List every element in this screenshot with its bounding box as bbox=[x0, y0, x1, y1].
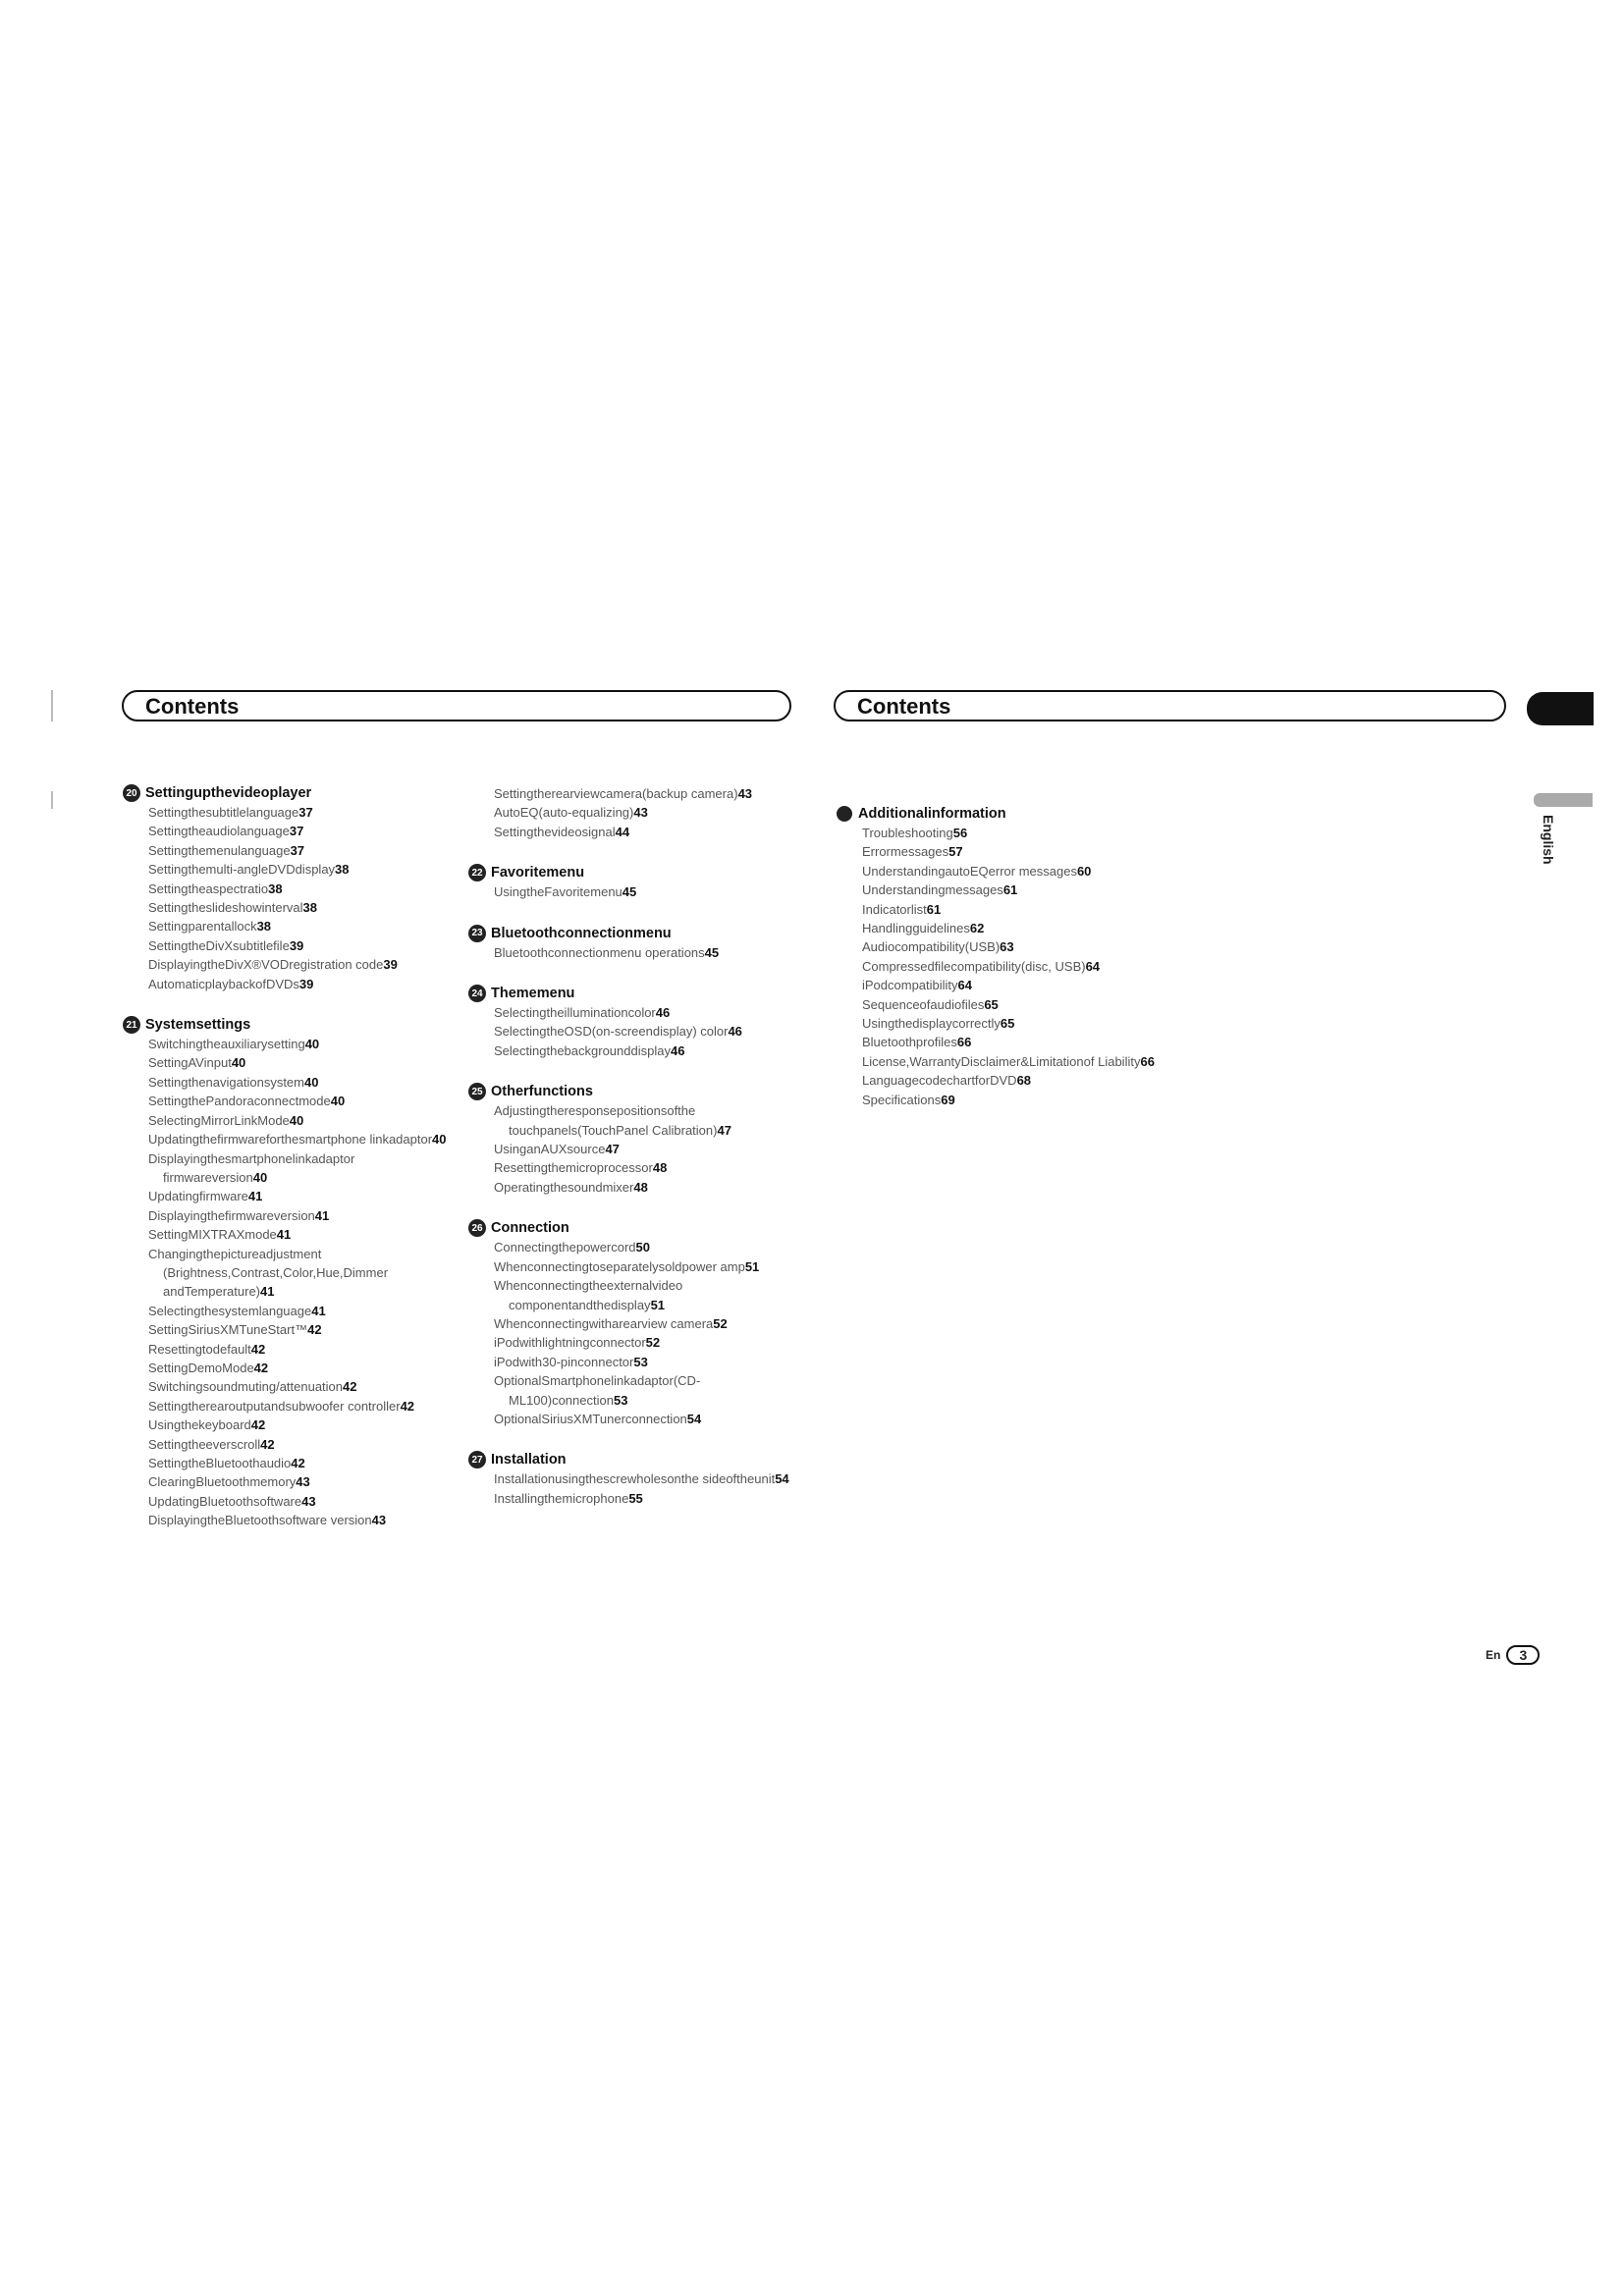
toc-entry-text: OptionalSmartphonelinkadaptor(CD- ML100)connection bbox=[494, 1373, 701, 1408]
toc-entry-text: Whenconnectingwitharearview camera bbox=[494, 1315, 714, 1331]
toc-entry[interactable] bbox=[468, 1158, 792, 1177]
toc-entry-text: SettingMIXTRAXmode bbox=[148, 1227, 277, 1243]
toc-entry-page: 60 bbox=[1076, 863, 1092, 879]
toc-entry-text: Settingtheslideshowinterval bbox=[148, 900, 303, 916]
toc-entry[interactable] bbox=[123, 955, 447, 974]
margin-mark-mid bbox=[51, 791, 53, 809]
toc-entry-text: Selectingthebackgrounddisplay bbox=[494, 1042, 671, 1058]
toc-entry-text: AutomaticplaybackofDVDs bbox=[148, 976, 299, 991]
toc-entry-page: 66 bbox=[956, 1035, 972, 1050]
toc-entry-text: Installingthemicrophone bbox=[494, 1490, 629, 1506]
toc-entry[interactable] bbox=[837, 1052, 1161, 1071]
toc-entry[interactable] bbox=[468, 1257, 792, 1276]
toc-entry[interactable] bbox=[468, 1041, 792, 1060]
toc-entry-text: Updatingthefirmwareforthesmartphone linkadaptor bbox=[148, 1132, 433, 1148]
section-title: Additionalinformation bbox=[858, 806, 1006, 822]
toc-entry-text: Settingparentallock bbox=[148, 919, 257, 934]
section-title: Otherfunctions bbox=[491, 1084, 593, 1100]
toc-entry[interactable] bbox=[123, 841, 447, 860]
toc-entry-text: Audiocompatibility(USB) bbox=[862, 939, 1001, 955]
toc-entry[interactable] bbox=[468, 1353, 792, 1371]
toc-entry[interactable] bbox=[123, 1320, 447, 1339]
toc-entry[interactable] bbox=[123, 1435, 447, 1454]
toc-entry-text: SettingtheDivXsubtitlefile bbox=[148, 937, 290, 953]
toc-entry-page: 40 bbox=[432, 1132, 447, 1148]
toc-entry-page: 43 bbox=[371, 1513, 387, 1528]
toc-entry-page: 41 bbox=[314, 1207, 330, 1223]
toc-entry-page: 47 bbox=[605, 1142, 620, 1157]
toc-entry-text: Settingtherearoutputandsubwoofer controller bbox=[148, 1398, 401, 1414]
toc-entry-text: License,WarrantyDisclaimer&Limitationof Liability bbox=[862, 1053, 1141, 1069]
toc-entry[interactable] bbox=[123, 1359, 447, 1377]
chapter-tab-gray bbox=[1534, 793, 1593, 807]
toc-entry-page: 40 bbox=[330, 1094, 346, 1109]
toc-entry-page: 61 bbox=[1002, 882, 1018, 898]
toc-entry[interactable] bbox=[123, 1492, 447, 1511]
toc-entry-page: 42 bbox=[343, 1379, 357, 1395]
toc-entry-page: 43 bbox=[633, 805, 648, 821]
toc-entry[interactable] bbox=[837, 1091, 1161, 1109]
chapter-number-icon: 22 bbox=[468, 864, 486, 881]
section-title: Systemsettings bbox=[145, 1017, 251, 1034]
toc-entry[interactable] bbox=[123, 1302, 447, 1320]
chapter-number-icon: 20 bbox=[123, 784, 140, 802]
toc-entry-page: 63 bbox=[1000, 939, 1014, 955]
contents-header-right-title: Contents bbox=[857, 694, 951, 719]
chapter-number-icon: 27 bbox=[468, 1451, 486, 1468]
toc-entry-page: 44 bbox=[615, 824, 630, 839]
toc-entry-text: Troubleshooting bbox=[862, 826, 953, 840]
toc-section bbox=[468, 925, 792, 962]
toc-entry-text: AutoEQ(auto-equalizing) bbox=[494, 805, 634, 821]
toc-entry-page: 68 bbox=[1016, 1073, 1032, 1089]
toc-entry-page: 43 bbox=[737, 786, 753, 801]
toc-column-2 bbox=[468, 784, 792, 1530]
toc-entry[interactable] bbox=[123, 917, 447, 935]
toc-entry[interactable] bbox=[837, 937, 1161, 956]
toc-entry-text: Connectingthepowercord bbox=[494, 1240, 636, 1255]
toc-section bbox=[468, 1219, 792, 1428]
toc-entry-page: 40 bbox=[304, 1037, 320, 1052]
toc-entry[interactable] bbox=[123, 1053, 447, 1072]
toc-entry[interactable] bbox=[468, 1314, 792, 1333]
toc-entry[interactable] bbox=[837, 824, 1161, 842]
toc-entry[interactable] bbox=[837, 1071, 1161, 1090]
toc-entry-text: Compressedfilecompatibility(disc, USB) bbox=[862, 958, 1086, 974]
toc-section bbox=[123, 784, 447, 993]
toc-entry-page: 54 bbox=[686, 1411, 702, 1426]
toc-entry-text: UsingtheFavoritemenu bbox=[494, 884, 623, 900]
toc-entry-text: Settingtheeverscroll bbox=[148, 1436, 261, 1452]
toc-entry-text: DisplayingtheBluetoothsoftware version bbox=[148, 1513, 372, 1528]
toc-entry[interactable] bbox=[837, 957, 1161, 976]
toc-entry-text: LanguagecodechartforDVD bbox=[862, 1073, 1017, 1089]
toc-entry-text: DisplayingtheDivX®VODregistration code bbox=[148, 957, 384, 973]
toc-entry-page: 50 bbox=[635, 1240, 651, 1255]
toc-entry-page: 55 bbox=[628, 1490, 643, 1506]
toc-entry-page: 69 bbox=[941, 1092, 955, 1107]
toc-entry[interactable] bbox=[837, 842, 1161, 861]
toc-entry-text: ClearingBluetoothmemory bbox=[148, 1474, 297, 1490]
toc-entry-text: Settingthemenulanguage bbox=[148, 842, 291, 858]
toc-entry-text: SettingthePandoraconnectmode bbox=[148, 1094, 331, 1109]
toc-entry-page: 65 bbox=[1000, 1016, 1015, 1032]
toc-entry-text: SelectingtheOSD(on-screendisplay) color bbox=[494, 1024, 729, 1040]
section-heading[interactable] bbox=[468, 1083, 792, 1100]
toc-entry-text: Settingthevideosignal bbox=[494, 824, 616, 839]
section-heading[interactable] bbox=[468, 1451, 792, 1468]
toc-entry[interactable] bbox=[123, 880, 447, 898]
continued-entries bbox=[468, 784, 792, 841]
toc-entry-text: SettingDemoMode bbox=[148, 1360, 254, 1375]
toc-entry[interactable] bbox=[837, 881, 1161, 899]
toc-entry-text: UpdatingBluetoothsoftware bbox=[148, 1493, 302, 1509]
language-tab-english: English bbox=[1541, 815, 1556, 865]
toc-entry-text: Whenconnectingtheexternalvideo componentandthedisplay bbox=[494, 1278, 683, 1312]
toc-entry[interactable] bbox=[123, 1130, 447, 1148]
toc-entry[interactable] bbox=[123, 1472, 447, 1491]
toc-entry-page: 46 bbox=[670, 1042, 685, 1058]
toc-entry[interactable] bbox=[123, 803, 447, 822]
section-title: Favoritemenu bbox=[491, 865, 585, 881]
toc-entry[interactable] bbox=[494, 803, 792, 822]
toc-entry-page: 41 bbox=[247, 1189, 263, 1204]
toc-entry-text: Settingtheaspectratio bbox=[148, 881, 269, 896]
toc-entry[interactable] bbox=[837, 976, 1161, 994]
toc-entry-page: 42 bbox=[291, 1456, 305, 1470]
toc-entry[interactable] bbox=[123, 1340, 447, 1359]
toc-entry[interactable] bbox=[123, 1111, 447, 1130]
chapter-number-icon: 23 bbox=[468, 925, 486, 942]
section-title: Thememenu bbox=[491, 986, 575, 1002]
toc-section bbox=[837, 805, 1161, 1109]
toc-entry-text: OptionalSiriusXMTunerconnection bbox=[494, 1411, 687, 1426]
toc-entry-text: Specifications bbox=[862, 1092, 942, 1107]
toc-entry-text: Whenconnectingtoseparatelysoldpower amp bbox=[494, 1258, 745, 1274]
toc-entry-text: SettingAVinput bbox=[148, 1055, 232, 1071]
toc-entry-text: Switchingsoundmuting/attenuation bbox=[148, 1379, 344, 1395]
toc-entry-page: 41 bbox=[260, 1284, 275, 1300]
toc-entry-page: 40 bbox=[231, 1055, 246, 1071]
toc-entry[interactable] bbox=[123, 936, 447, 955]
toc-entry-page: 48 bbox=[633, 1179, 648, 1195]
toc-entry-page: 57 bbox=[948, 844, 963, 860]
toc-entry-page: 46 bbox=[728, 1024, 742, 1040]
toc-entry-text: Indicatorlist bbox=[862, 901, 927, 917]
toc-entry-page: 37 bbox=[290, 842, 305, 858]
toc-entry[interactable] bbox=[494, 784, 792, 803]
chapter-number-icon: 25 bbox=[468, 1083, 486, 1100]
toc-entry-text: Usingthedisplaycorrectly bbox=[862, 1016, 1001, 1032]
toc-entry-page: 46 bbox=[655, 1005, 671, 1021]
toc-entry-page: 45 bbox=[704, 944, 720, 960]
toc-entry-page: 41 bbox=[311, 1303, 326, 1318]
toc-entry[interactable] bbox=[123, 1035, 447, 1053]
toc-entry-text: Errormessages bbox=[862, 844, 949, 860]
toc-entry-page: 40 bbox=[252, 1169, 268, 1185]
page-number-badge: 3 bbox=[1506, 1645, 1540, 1665]
toc-entry-text: Usingthekeyboard bbox=[148, 1417, 251, 1433]
contents-header-left bbox=[122, 690, 791, 721]
toc-entry[interactable] bbox=[123, 1225, 447, 1244]
chapter-number-icon: 24 bbox=[468, 985, 486, 1002]
toc-entry-text: iPodcompatibility bbox=[862, 978, 958, 993]
section-heading[interactable] bbox=[468, 1219, 792, 1237]
toc-entry[interactable] bbox=[468, 1410, 792, 1428]
toc-entry-text: Settingthemulti-angleDVDdisplay bbox=[148, 862, 336, 878]
toc-entry-text: UnderstandingautoEQerror messages bbox=[862, 863, 1077, 879]
toc-entry-page: 53 bbox=[633, 1354, 648, 1369]
toc-entry[interactable] bbox=[494, 823, 792, 841]
toc-entry[interactable] bbox=[123, 1397, 447, 1415]
toc-entry-text: SettingSiriusXMTuneStart™ bbox=[148, 1322, 308, 1338]
toc-section bbox=[468, 1083, 792, 1197]
toc-entry-page: 45 bbox=[622, 884, 637, 900]
toc-entry[interactable] bbox=[123, 1377, 447, 1396]
toc-entry[interactable] bbox=[123, 1206, 447, 1225]
toc-entry-text: Adjustingtheresponsepositionsofthe touchpanels(TouchPanel Calibration) bbox=[494, 1103, 718, 1138]
bullet-dot-icon bbox=[837, 806, 852, 822]
toc-entry-text: Displayingthefirmwareversion bbox=[148, 1207, 315, 1223]
section-title: Settingupthevideoplayer bbox=[145, 785, 312, 801]
toc-entry-page: 39 bbox=[298, 976, 314, 991]
toc-entry-page: 52 bbox=[713, 1315, 728, 1331]
margin-mark-top bbox=[51, 690, 53, 721]
toc-entry-page: 39 bbox=[289, 937, 304, 953]
toc-entry-text: Changingthepictureadjustment (Brightness,Contrast,Color,Hue,Dimmer andTemperature) bbox=[148, 1246, 389, 1300]
toc-entry-text: Settingtheaudiolanguage bbox=[148, 824, 290, 839]
toc-entry-page: 38 bbox=[302, 900, 318, 916]
chapter-tab-black bbox=[1527, 692, 1594, 725]
toc-entry[interactable] bbox=[123, 822, 447, 840]
toc-section bbox=[123, 1016, 447, 1530]
toc-entry-page: 42 bbox=[260, 1436, 275, 1452]
toc-column-1 bbox=[123, 784, 447, 1553]
toc-entry[interactable] bbox=[837, 919, 1161, 937]
section-title: Connection bbox=[491, 1220, 569, 1237]
toc-entry[interactable] bbox=[468, 1101, 792, 1140]
toc-entry-page: 43 bbox=[301, 1493, 316, 1509]
toc-entry[interactable] bbox=[123, 860, 447, 879]
toc-entry-page: 41 bbox=[276, 1227, 292, 1243]
chapter-number-icon: 26 bbox=[468, 1219, 486, 1237]
toc-entry-page: 40 bbox=[289, 1112, 304, 1128]
toc-entry-page: 42 bbox=[250, 1417, 266, 1433]
toc-entry[interactable] bbox=[123, 1415, 447, 1434]
toc-entry-page: 37 bbox=[289, 824, 304, 839]
toc-entry-page: 39 bbox=[383, 957, 398, 973]
toc-entry-text: Selectingtheilluminationcolor bbox=[494, 1005, 656, 1021]
toc-entry-text: Operatingthesoundmixer bbox=[494, 1179, 634, 1195]
toc-entry-page: 51 bbox=[650, 1297, 666, 1312]
toc-entry-page: 61 bbox=[926, 901, 942, 917]
toc-entry-page: 54 bbox=[775, 1471, 789, 1487]
toc-entry-text: Resettingtodefault bbox=[148, 1341, 251, 1357]
toc-entry-text: Handlingguidelines bbox=[862, 921, 970, 936]
toc-entry-page: 38 bbox=[335, 862, 350, 878]
toc-entry-page: 38 bbox=[268, 881, 283, 896]
toc-entry-text: Selectingthesystemlanguage bbox=[148, 1303, 312, 1318]
toc-entry[interactable] bbox=[123, 898, 447, 917]
section-heading[interactable] bbox=[837, 805, 1161, 823]
section-heading[interactable] bbox=[468, 985, 792, 1002]
toc-entry[interactable] bbox=[468, 1238, 792, 1256]
footer-language-code: En bbox=[1486, 1648, 1501, 1662]
toc-entry-text: SelectingMirrorLinkMode bbox=[148, 1112, 290, 1128]
toc-entry-page: 47 bbox=[717, 1122, 731, 1138]
toc-entry[interactable] bbox=[837, 900, 1161, 919]
toc-entry-page: 64 bbox=[1085, 958, 1101, 974]
toc-entry-page: 38 bbox=[256, 919, 272, 934]
section-title: Bluetoothconnectionmenu bbox=[491, 925, 672, 941]
toc-entry-page: 66 bbox=[1140, 1053, 1155, 1069]
toc-entry-text: Resettingthemicroprocessor bbox=[494, 1160, 653, 1176]
toc-entry-text: iPodwithlightningconnector bbox=[494, 1335, 646, 1351]
toc-entry[interactable] bbox=[468, 1371, 792, 1410]
toc-entry[interactable] bbox=[468, 1333, 792, 1352]
toc-entry-page: 64 bbox=[957, 978, 973, 993]
toc-entry[interactable] bbox=[837, 995, 1161, 1014]
toc-entry[interactable] bbox=[123, 1073, 447, 1092]
toc-entry[interactable] bbox=[468, 1022, 792, 1041]
toc-entry-text: Installationusingthescrewholesonthe sideoftheunit bbox=[494, 1471, 776, 1487]
toc-entry-page: 42 bbox=[250, 1341, 266, 1357]
toc-entry[interactable] bbox=[123, 1511, 447, 1529]
toc-entry[interactable] bbox=[468, 1140, 792, 1158]
toc-section bbox=[468, 985, 792, 1060]
contents-header-right bbox=[834, 690, 1506, 721]
toc-entry[interactable] bbox=[123, 1149, 447, 1188]
toc-entry[interactable] bbox=[468, 882, 792, 901]
toc-entry[interactable] bbox=[468, 1178, 792, 1197]
section-heading[interactable] bbox=[123, 784, 447, 802]
toc-entry-page: 40 bbox=[303, 1074, 319, 1090]
toc-column-3 bbox=[837, 805, 1161, 1132]
toc-entry-page: 42 bbox=[253, 1360, 269, 1375]
toc-entry-text: UsinganAUXsource bbox=[494, 1142, 606, 1157]
toc-entry-text: Settingthesubtitlelanguage bbox=[148, 805, 299, 820]
toc-section bbox=[468, 864, 792, 901]
toc-entry[interactable] bbox=[468, 943, 792, 962]
toc-entry-text: Settingtherearviewcamera(backup camera) bbox=[494, 786, 738, 801]
toc-entry[interactable] bbox=[468, 1469, 792, 1488]
toc-entry[interactable] bbox=[468, 1489, 792, 1508]
toc-entry-text: Bluetoothconnectionmenu operations bbox=[494, 944, 705, 960]
toc-entry[interactable] bbox=[123, 1187, 447, 1205]
toc-entry[interactable] bbox=[123, 975, 447, 993]
toc-entry[interactable] bbox=[123, 1454, 447, 1472]
toc-entry[interactable] bbox=[123, 1245, 447, 1302]
toc-entry-text: Settingthenavigationsystem bbox=[148, 1074, 304, 1090]
section-heading[interactable] bbox=[123, 1016, 447, 1034]
toc-entry-page: 62 bbox=[969, 921, 985, 936]
toc-entry[interactable] bbox=[837, 862, 1161, 881]
toc-entry-text: iPodwith30-pinconnector bbox=[494, 1354, 634, 1369]
section-title: Installation bbox=[491, 1452, 567, 1468]
toc-entry[interactable] bbox=[468, 1276, 792, 1314]
toc-entry-page: 42 bbox=[400, 1398, 415, 1414]
toc-entry-text: Sequenceofaudiofiles bbox=[862, 996, 985, 1012]
toc-entry-page: 42 bbox=[307, 1322, 322, 1338]
toc-entry-text: Updatingfirmware bbox=[148, 1189, 248, 1204]
section-heading[interactable] bbox=[468, 925, 792, 942]
toc-entry-page: 51 bbox=[744, 1258, 760, 1274]
toc-entry[interactable] bbox=[123, 1092, 447, 1110]
toc-entry-page: 65 bbox=[984, 996, 999, 1012]
section-heading[interactable] bbox=[468, 864, 792, 881]
toc-entry-text: Understandingmessages bbox=[862, 882, 1003, 898]
toc-entry-text: Bluetoothprofiles bbox=[862, 1035, 957, 1050]
chapter-number-icon: 21 bbox=[123, 1016, 140, 1034]
page-footer bbox=[1486, 1645, 1540, 1665]
toc-entry[interactable] bbox=[837, 1014, 1161, 1033]
toc-entry-page: 48 bbox=[652, 1160, 668, 1176]
toc-entry-text: Displayingthesmartphonelinkadaptor firmwareversion bbox=[148, 1150, 355, 1185]
toc-entry-page: 52 bbox=[645, 1335, 661, 1351]
toc-entry[interactable] bbox=[837, 1033, 1161, 1051]
toc-entry-page: 43 bbox=[296, 1474, 310, 1490]
toc-entry-page: 37 bbox=[298, 805, 313, 820]
contents-header-left-title: Contents bbox=[145, 694, 240, 719]
toc-entry-page: 56 bbox=[952, 826, 968, 840]
toc-section bbox=[468, 1451, 792, 1508]
toc-entry-text: SettingtheBluetoothaudio bbox=[148, 1456, 292, 1470]
toc-entry-page: 53 bbox=[613, 1392, 628, 1408]
toc-entry-text: Switchingtheauxiliarysetting bbox=[148, 1037, 305, 1052]
toc-entry[interactable] bbox=[468, 1003, 792, 1022]
